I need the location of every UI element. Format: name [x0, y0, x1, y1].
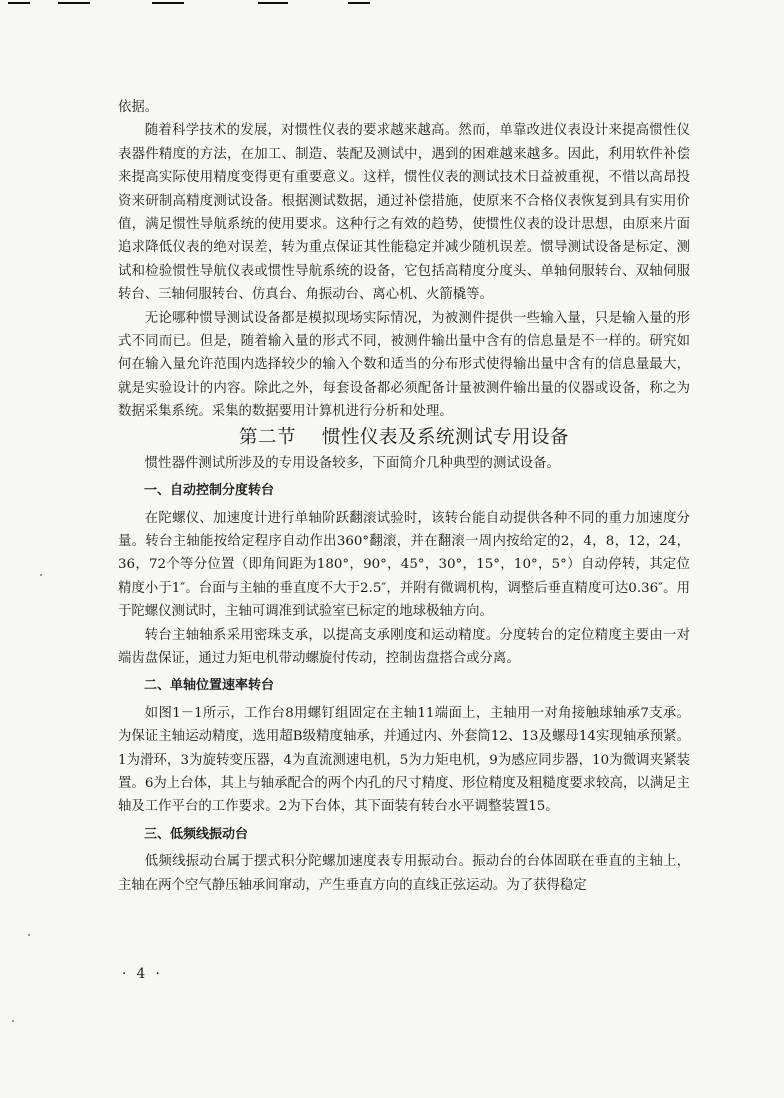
subheading: 二、单轴位置速率转台	[144, 678, 275, 694]
paragraph: 低频线振动台属于摆式积分陀螺加速度表专用振动台。振动台的台体固联在垂直的主轴上，主轴在两个空气静压轴承间窜动，产生垂直方向的直线正弦运动。为了获得稳定	[118, 854, 690, 893]
page-body	[118, 96, 690, 897]
scan-top-marks	[0, 0, 784, 12]
paragraph: 惯性器件测试所涉及的专用设备较多，下面简介几种典型的测试设备。	[144, 455, 560, 471]
scan-mark	[152, 2, 184, 4]
paragraph: 转台主轴轴系采用密珠支承，以提高支承刚度和运动精度。分度转台的定位精度主要由一对端齿盘保证，通过力矩电机带动螺旋付传动，控制齿盘搭合或分离。	[118, 627, 690, 666]
section-title: 惯性仪表及系统测试专用设备	[322, 426, 570, 448]
subheading: 三、低频线振动台	[144, 826, 249, 842]
paragraph: 随着科学技术的发展，对惯性仪表的要求越来越高。然而，单靠改进仪表设计来提高惯性仪表器件精度的方法，在加工、制造、装配及测试中，遇到的困难越来越多。因此，利用软件补偿来提高实际使用精度变得更有重要意义。这样，惯性仪表的测试技术日益被重视，不惜以高昂投资来研制高精度测试设备。根据测试数据，通过补偿措施，使原来不合格仪表恢复到具有实用价值，满足惯性导航系统的使用要求。这种行之有效的趋势，使惯性仪表的设计思想，由原来片面追求降低仪表的绝对误差，转为重点保证其性能稳定并减少随机误差。惯导测试设备是标定、测试和检验惯性导航仪表或惯性导航系统的设备，它包括高精度分度头、单轴伺服转台、双轴伺服转台、三轴伺服转台、仿真台、角振动台、离心机、火箭橇等。	[118, 123, 690, 303]
subheading: 一、自动控制分度转台	[144, 483, 275, 499]
scan-mark	[258, 2, 288, 4]
scan-mark	[8, 2, 30, 4]
section-heading	[118, 424, 690, 452]
scan-speck	[28, 934, 30, 936]
scan-mark	[348, 2, 370, 4]
paragraph: 无论哪种惯导测试设备都是模拟现场实际情况，为被测件提供一些输入量，只是输入量的形式不同而已。但是，随着输入量的形式不同，被测件输出量中含有的信息量是不一样的。研究如何在输入量允许范围内选择较少的输入个数和适当的分布形式使得输出量中含有的信息量最大，就是实验设计的内容。除此之外，每套设备都必须配备计量被测件输出量的仪器或设备，称之为数据采集系统。采集的数据要用计算机进行分析和处理。	[118, 310, 690, 420]
scan-speck	[40, 574, 42, 576]
paragraph: 在陀螺仪、加速度计进行单轴阶跃翻滚试验时，该转台能自动提供各种不同的重力加速度分量。转台主轴能按给定程序自动作出360°翻滚，并在翻滚一周内按给定的2，4，8，12，24，36，72个等分位置（即角间距为180°，90°，45°，30°，15°，10°，5°）自动停转，其定位精度小于1″。台面与主轴的垂直度不大于2.5″，并附有微调机构，调整后垂直精度可达0.36″。用于陀螺仪测试时，主轴可调准到试验室已标定的地球极轴方向。	[118, 510, 690, 620]
scan-speck	[12, 1020, 14, 1022]
page-number: · 4 ·	[122, 966, 163, 982]
section-number: 第二节	[238, 426, 296, 448]
paragraph-intro-tail: 依据。	[118, 100, 159, 115]
paragraph: 如图1－1所示，工作台8用螺钉组固定在主轴11端面上，主轴用一对角接触球轴承7支承。为保证主轴运动精度，选用超B级精度轴承，并通过内、外套筒12、13及螺母14实现轴承预紧。1为滑环，3为旋转变压器，4为直流测速电机，5为力矩电机，9为感应同步器，10为微调夹紧装置。6为上台体，其上与轴承配合的两个内孔的尺寸精度、形位精度及粗糙度要求较高，以满足主轴及工作平台的工作要求。2为下台体，其下面装有转台水平调整装置15。	[118, 705, 690, 815]
scan-mark	[58, 2, 90, 4]
